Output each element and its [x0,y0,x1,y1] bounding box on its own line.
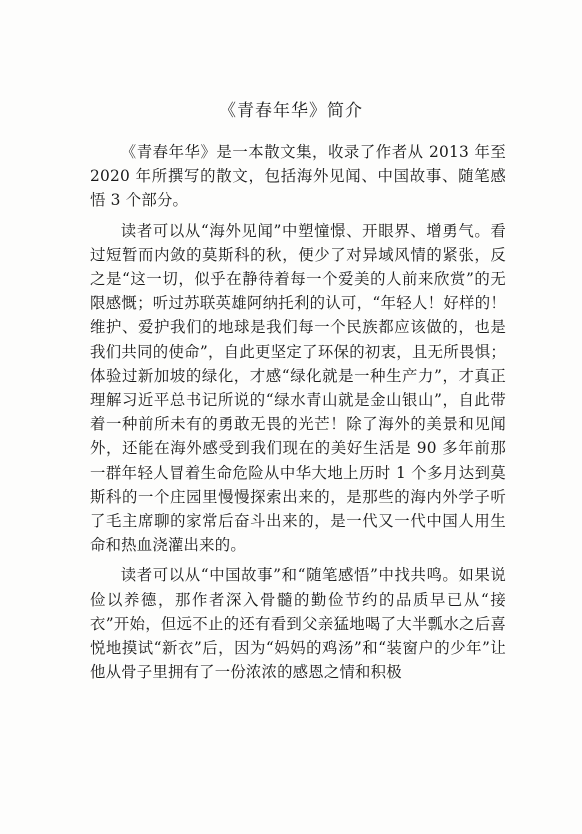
paragraph-overseas: 读者可以从“海外见闻”中塑憧憬、开眼界、增勇气。看过短暂而内敛的莫斯科的秋，便少了对异域风情的紧张，反之是“这一切，似乎在静待着每一个爱美的人前来欣赏”的无限感慨；听过苏联英雄阿纳托利的认可，“年轻人！好样的！维护、爱护我们的地球是我们每一个民族都应该做的，也是我们共同的使命”，自此更坚定了环保的初衷，且无所畏惧；体验过新加坡的绿化，才感“绿化就是一种生产力”，才真正理解习近平总书记所说的“绿水青山就是金山银山”，自此带着一种前所未有的勇敢无畏的光芒！除了海外的美景和见闻外，还能在海外感受到我们现在的美好生活是 90 多年前那一群年轻人冒着生命危险从中华大地上历时 1 个多月达到莫斯科的一个庄园里慢慢探索出来的，是那些的海内外学子听了毛主席聊的家常后奋斗出来的，是一代又一代中国人用生命和热血浇灌出来的。 [90,221,506,555]
paragraph-intro: 《青春年华》是一本散文集，收录了作者从 2013 年至 2020 年所撰写的散文，包括海外见闻、中国故事、随笔感悟 3 个部分。 [90,143,506,210]
paragraph-china-stories: 读者可以从“中国故事”和“随笔感悟”中找共鸣。如果说俭以养德，那作者深入骨髓的勤俭节约的品质早已从“接衣”开始，但远不止的还有看到父亲猛地喝了大半瓢水之后喜悦地摸试“新衣”后，因为“妈妈的鸡汤”和“装窗户的少年”让他从骨子里拥有了一份浓浓的感恩之情和积极 [90,566,506,682]
document-body [90,140,506,684]
document-title: 《青春年华》简介 [219,101,363,121]
